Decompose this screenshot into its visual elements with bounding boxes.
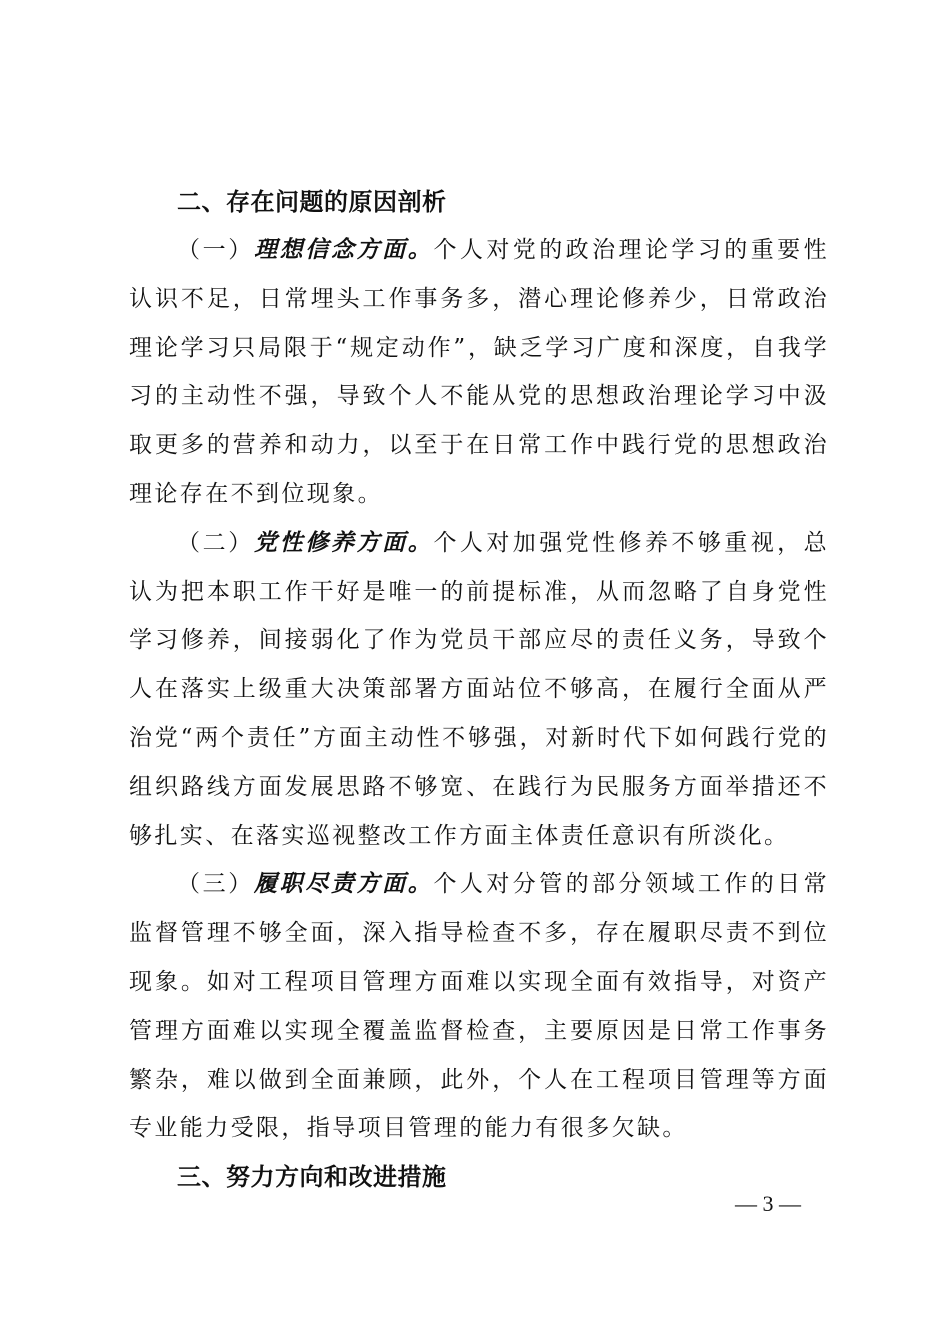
paragraph-title: 理想信念方面。 bbox=[253, 236, 434, 263]
section-heading-improvements: 三、努力方向和改进措施 bbox=[177, 1163, 447, 1192]
paragraph-text: 个人对加强党性修养不够重视，总认为把本职工作干好是唯一的前提标准，从而忽略了自身党性学习修养，间接弱化了作为党员干部应尽的责任义务，导致个人在落实上级重大决策部署方面站位不够高，在履行全面从严治党“两个责任”方面主动性不够强，对新时代下如何践行党的组织路线方面发展思路不够宽、在践行为民服务方面举措还不够扎实、在落实巡视整改工作方面主体责任意识有所淡化。 bbox=[129, 529, 830, 849]
paragraph-text: 个人对党的政治理论学习的重要性认识不足，日常埋头工作事务多，潜心理论修养少，日常政治理论学习只局限于“规定动作”，缺乏学习广度和深度，自我学习的主动性不强，导致个人不能从党的思想政治理论学习中汲取更多的营养和动力，以至于在日常工作中践行党的思想政治理论存在不到位现象。 bbox=[129, 237, 830, 507]
paragraph-title: 履职尽责方面。 bbox=[253, 870, 434, 898]
paragraph-title: 党性修养方面。 bbox=[253, 528, 434, 556]
paragraph-duty-performance bbox=[129, 860, 829, 1153]
paragraph-number: （一） bbox=[177, 237, 254, 263]
paragraph-number: （三） bbox=[177, 871, 254, 898]
page-number: — 3 — bbox=[735, 1191, 801, 1216]
document-body bbox=[129, 178, 829, 1201]
paragraph-party-spirit bbox=[129, 519, 829, 861]
section-heading-causes: 二、存在问题的原因剖析 bbox=[177, 188, 447, 216]
paragraph-number: （二） bbox=[177, 529, 254, 556]
paragraph-text: 个人对分管的部分领域工作的日常监督管理不够全面，深入指导检查不多，存在履职尽责不到位现象。如对工程项目管理方面难以实现全面有效指导，对资产管理方面难以实现全覆盖监督检查，主要原因是日常工作事务繁杂，难以做到全面兼顾，此外，个人在工程项目管理等方面专业能力受限，指导项目管理的能力有很多欠缺。 bbox=[129, 871, 830, 1142]
paragraph-ideals-beliefs bbox=[129, 226, 829, 519]
